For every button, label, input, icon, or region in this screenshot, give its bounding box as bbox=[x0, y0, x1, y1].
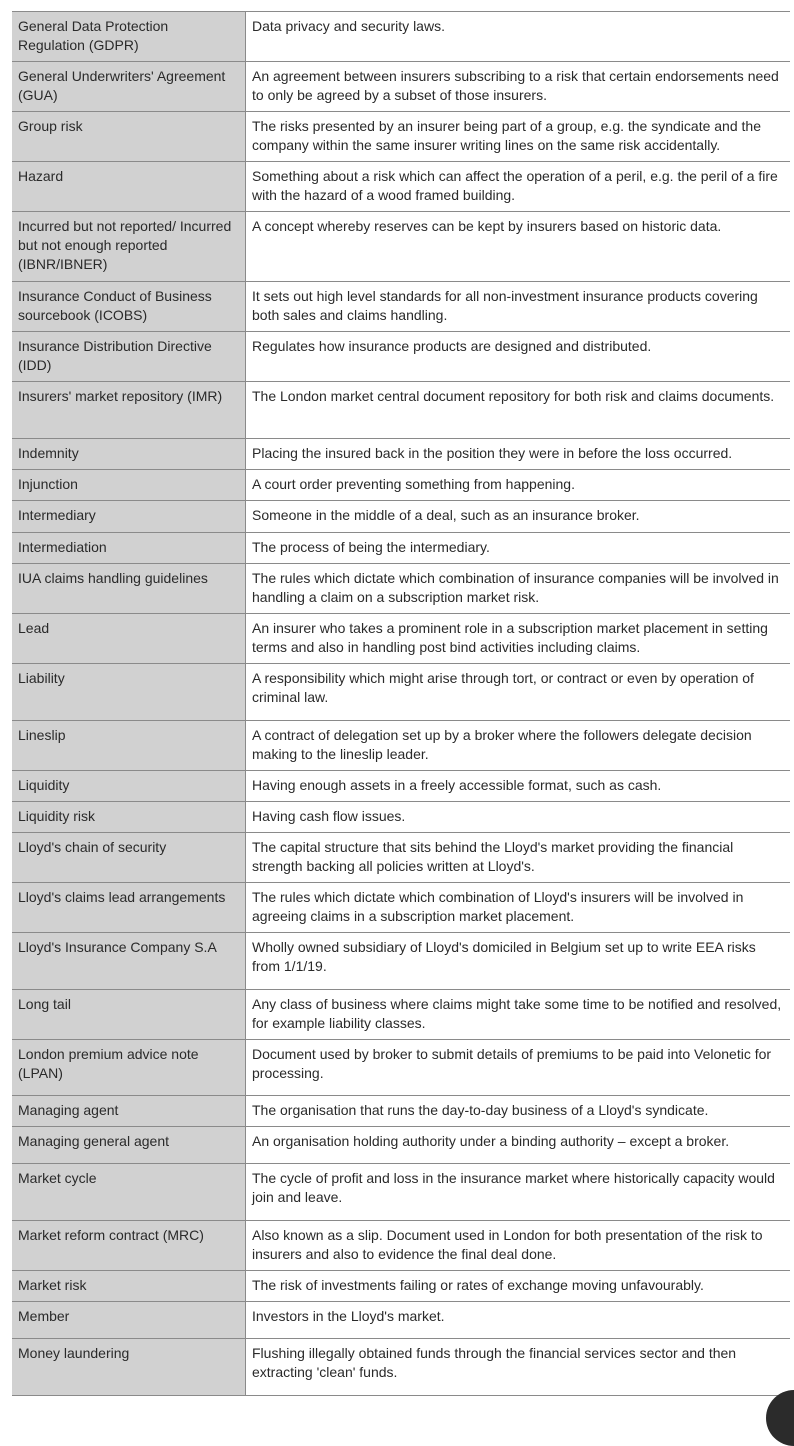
glossary-row bbox=[12, 332, 790, 382]
glossary-definition: A concept whereby reserves can be kept by insurers based on historic data. bbox=[246, 212, 791, 282]
glossary-definition: The risks presented by an insurer being part of a group, e.g. the syndicate and the company within the same insurer writing lines on the same risk accidentally. bbox=[246, 112, 791, 162]
glossary-body bbox=[12, 12, 790, 1396]
glossary-term: General Underwriters' Agreement (GUA) bbox=[12, 62, 246, 112]
glossary-definition: Investors in the Lloyd's market. bbox=[246, 1302, 791, 1339]
glossary-term: Lead bbox=[12, 614, 246, 664]
glossary-row bbox=[12, 1096, 790, 1127]
glossary-row bbox=[12, 382, 790, 439]
glossary-row bbox=[12, 1164, 790, 1221]
glossary-term: Member bbox=[12, 1302, 246, 1339]
glossary-row bbox=[12, 564, 790, 614]
glossary-term: Incurred but not reported/ Incurred but not enough reported (IBNR/IBNER) bbox=[12, 212, 246, 282]
glossary-row bbox=[12, 1040, 790, 1096]
glossary-definition: Having enough assets in a freely accessible format, such as cash. bbox=[246, 771, 791, 802]
glossary-row bbox=[12, 883, 790, 933]
glossary-row bbox=[12, 533, 790, 564]
corner-floating-button[interactable] bbox=[766, 1390, 794, 1446]
glossary-term: Liability bbox=[12, 664, 246, 721]
glossary-row bbox=[12, 162, 790, 212]
glossary-row bbox=[12, 771, 790, 802]
glossary-term: Intermediary bbox=[12, 501, 246, 533]
glossary-term: Long tail bbox=[12, 990, 246, 1040]
glossary-row bbox=[12, 212, 790, 282]
glossary-definition: Document used by broker to submit details of premiums to be paid into Velonetic for processing. bbox=[246, 1040, 791, 1096]
glossary-definition: Any class of business where claims might take some time to be notified and resolved, for example liability classes. bbox=[246, 990, 791, 1040]
glossary-definition: The rules which dictate which combination of insurance companies will be involved in handling a claim on a subscription market risk. bbox=[246, 564, 791, 614]
glossary-row bbox=[12, 933, 790, 990]
glossary-definition: An insurer who takes a prominent role in a subscription market placement in setting terms and also in handling post bind activities including claims. bbox=[246, 614, 791, 664]
glossary-term: Lloyd's chain of security bbox=[12, 833, 246, 883]
glossary-definition: The risk of investments failing or rates of exchange moving unfavourably. bbox=[246, 1271, 791, 1302]
glossary-definition: It sets out high level standards for all non-investment insurance products covering both sales and claims handling. bbox=[246, 282, 791, 332]
glossary-row bbox=[12, 1221, 790, 1271]
glossary-definition: Wholly owned subsidiary of Lloyd's domiciled in Belgium set up to write EEA risks from 1/1/19. bbox=[246, 933, 791, 990]
glossary-row bbox=[12, 62, 790, 112]
glossary-definition: Flushing illegally obtained funds through the financial services sector and then extracting 'clean' funds. bbox=[246, 1339, 791, 1396]
glossary-definition: The cycle of profit and loss in the insurance market where historically capacity would join and leave. bbox=[246, 1164, 791, 1221]
glossary-row bbox=[12, 614, 790, 664]
glossary-term: Lineslip bbox=[12, 721, 246, 771]
glossary-row bbox=[12, 282, 790, 332]
glossary-definition: Regulates how insurance products are designed and distributed. bbox=[246, 332, 791, 382]
glossary-row bbox=[12, 501, 790, 533]
glossary-term: Lloyd's Insurance Company S.A bbox=[12, 933, 246, 990]
glossary-term: General Data Protection Regulation (GDPR) bbox=[12, 12, 246, 62]
glossary-row bbox=[12, 470, 790, 501]
glossary-term: Lloyd's claims lead arrangements bbox=[12, 883, 246, 933]
glossary-row bbox=[12, 112, 790, 162]
glossary-row bbox=[12, 12, 790, 62]
glossary-row bbox=[12, 802, 790, 833]
glossary-term: Managing general agent bbox=[12, 1127, 246, 1164]
glossary-term: Insurance Conduct of Business sourcebook (ICOBS) bbox=[12, 282, 246, 332]
glossary-term: Indemnity bbox=[12, 439, 246, 470]
glossary-definition: Someone in the middle of a deal, such as an insurance broker. bbox=[246, 501, 791, 533]
glossary-row bbox=[12, 1302, 790, 1339]
glossary-term: Hazard bbox=[12, 162, 246, 212]
glossary-definition: Data privacy and security laws. bbox=[246, 12, 791, 62]
glossary-term: Group risk bbox=[12, 112, 246, 162]
glossary-definition: The rules which dictate which combination of Lloyd's insurers will be involved in agreeing claims in a subscription market placement. bbox=[246, 883, 791, 933]
glossary-row bbox=[12, 664, 790, 721]
glossary-term: Money laundering bbox=[12, 1339, 246, 1396]
glossary-row bbox=[12, 721, 790, 771]
glossary-definition: Placing the insured back in the position they were in before the loss occurred. bbox=[246, 439, 791, 470]
glossary-term: Intermediation bbox=[12, 533, 246, 564]
glossary-row bbox=[12, 1271, 790, 1302]
glossary-definition: A responsibility which might arise through tort, or contract or even by operation of criminal law. bbox=[246, 664, 791, 721]
glossary-row bbox=[12, 990, 790, 1040]
glossary-term: Liquidity risk bbox=[12, 802, 246, 833]
glossary-term: Market cycle bbox=[12, 1164, 246, 1221]
glossary-definition: The process of being the intermediary. bbox=[246, 533, 791, 564]
glossary-term: Injunction bbox=[12, 470, 246, 501]
glossary-definition: The London market central document repository for both risk and claims documents. bbox=[246, 382, 791, 439]
glossary-term: Insurers' market repository (IMR) bbox=[12, 382, 246, 439]
glossary-definition: The capital structure that sits behind the Lloyd's market providing the financial strength backing all policies written at Lloyd's. bbox=[246, 833, 791, 883]
glossary-term: Managing agent bbox=[12, 1096, 246, 1127]
glossary-term: Liquidity bbox=[12, 771, 246, 802]
glossary-definition: An agreement between insurers subscribing to a risk that certain endorsements need to only be agreed by a subset of those insurers. bbox=[246, 62, 791, 112]
glossary-definition: The organisation that runs the day-to-day business of a Lloyd's syndicate. bbox=[246, 1096, 791, 1127]
glossary-term: Market risk bbox=[12, 1271, 246, 1302]
glossary-table bbox=[12, 11, 790, 1396]
glossary-term: London premium advice note (LPAN) bbox=[12, 1040, 246, 1096]
glossary-definition: Having cash flow issues. bbox=[246, 802, 791, 833]
glossary-term: IUA claims handling guidelines bbox=[12, 564, 246, 614]
glossary-definition: An organisation holding authority under a binding authority – except a broker. bbox=[246, 1127, 791, 1164]
glossary-row bbox=[12, 439, 790, 470]
glossary-definition: Also known as a slip. Document used in London for both presentation of the risk to insurers and also to evidence the final deal done. bbox=[246, 1221, 791, 1271]
glossary-term: Market reform contract (MRC) bbox=[12, 1221, 246, 1271]
glossary-term: Insurance Distribution Directive (IDD) bbox=[12, 332, 246, 382]
glossary-definition: Something about a risk which can affect the operation of a peril, e.g. the peril of a fire with the hazard of a wood framed building. bbox=[246, 162, 791, 212]
glossary-definition: A contract of delegation set up by a broker where the followers delegate decision making to the lineslip leader. bbox=[246, 721, 791, 771]
glossary-row bbox=[12, 1339, 790, 1396]
glossary-row bbox=[12, 833, 790, 883]
glossary-row bbox=[12, 1127, 790, 1164]
glossary-definition: A court order preventing something from happening. bbox=[246, 470, 791, 501]
